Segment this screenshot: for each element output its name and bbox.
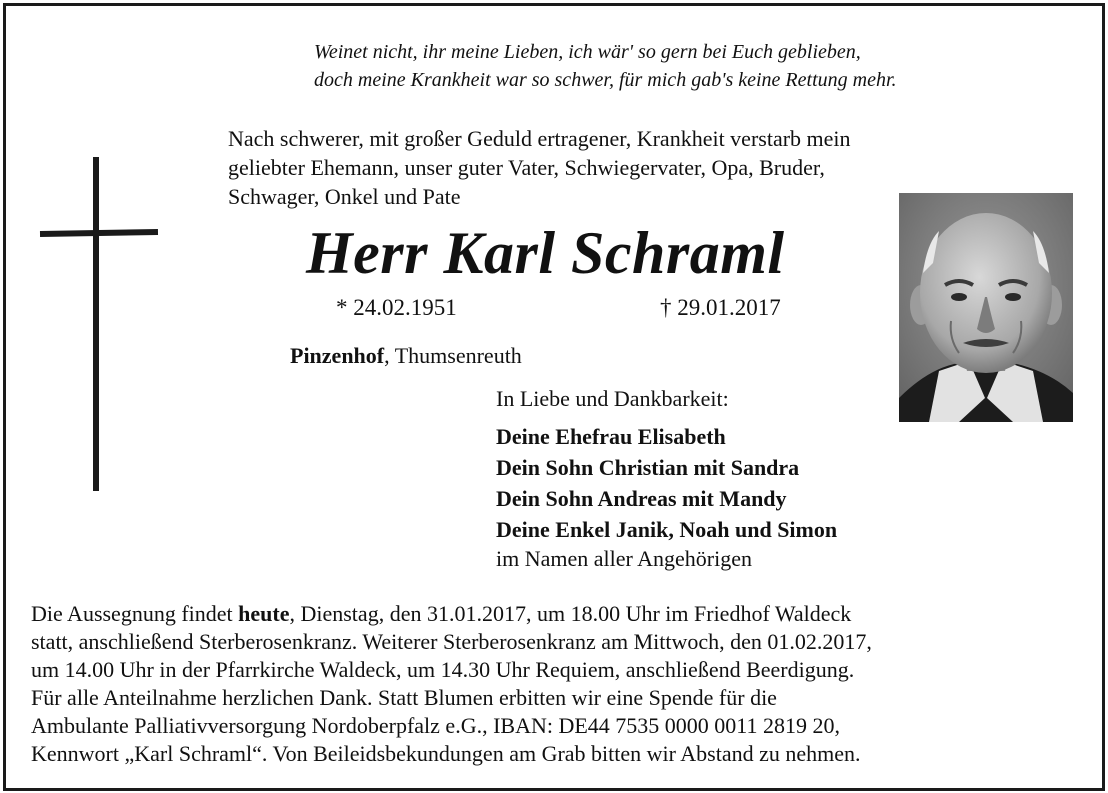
residence xyxy=(290,343,522,369)
funeral-notice xyxy=(31,600,872,768)
mourners-list xyxy=(496,421,837,545)
mourner-name: Dein Sohn Andreas mit Mandy xyxy=(496,486,787,511)
mourner-name: Deine Enkel Janik, Noah und Simon xyxy=(496,517,838,542)
notice-line-6: Kennwort „Karl Schraml“. Von Beileidsbekundungen am Grab bitten wir Abstand zu nehmen. xyxy=(31,741,861,766)
intro-line-3: Schwager, Onkel und Pate xyxy=(228,184,461,209)
mourner-name: Deine Ehefrau Elisabeth xyxy=(496,424,726,449)
intro-line-2: geliebter Ehemann, unser guter Vater, Schwiegervater, Opa, Bruder, xyxy=(228,155,825,180)
cross-icon xyxy=(93,157,99,491)
mourner-name: Dein Sohn Christian mit Sandra xyxy=(496,455,800,480)
deceased-name: Herr Karl Schraml xyxy=(306,220,785,286)
notice-line-2: statt, anschließend Sterberosenkranz. Weiterer Sterberosenkranz am Mittwoch, den 01.02.2017, xyxy=(31,629,872,654)
notice-today: heute xyxy=(238,601,290,626)
intro-text xyxy=(228,124,851,211)
portrait-photo xyxy=(899,193,1073,422)
residence-village: Pinzenhof xyxy=(290,343,385,368)
intro-line-1: Nach schwerer, mit großer Geduld ertragener, Krankheit verstarb mein xyxy=(228,126,851,151)
motto-line-1: Weinet nicht, ihr meine Lieben, ich wär' so gern bei Euch geblieben, xyxy=(314,41,861,63)
notice-line-3: um 14.00 Uhr in der Pfarrkirche Waldeck, um 14.30 Uhr Requiem, anschließend Beerdigung. xyxy=(31,657,855,682)
death-date: † 29.01.2017 xyxy=(660,295,781,320)
residence-municipality: , Thumsenreuth xyxy=(384,343,522,368)
notice-line-1 xyxy=(31,600,872,628)
notice-line-5: Ambulante Palliativversorgung Nordoberpfalz e.G., IBAN: DE44 7535 0000 0011 2819 20, xyxy=(31,713,840,738)
notice-line-1-start: Die Aussegnung findet xyxy=(31,601,239,626)
greeting: In Liebe und Dankbarkeit: xyxy=(496,386,729,411)
birth-date: * 24.02.1951 xyxy=(336,295,457,320)
notice-line-4: Für alle Anteilnahme herzlichen Dank. Statt Blumen erbitten wir eine Spende für die xyxy=(31,685,777,710)
motto-verse xyxy=(314,38,897,94)
notice-line-1-end: , Dienstag, den 31.01.2017, um 18.00 Uhr im Friedhof Waldeck xyxy=(289,601,852,626)
motto-line-2: doch meine Krankheit war so schwer, für mich gab's keine Rettung mehr. xyxy=(314,69,897,91)
mourners-closing: im Namen aller Angehörigen xyxy=(496,546,752,571)
